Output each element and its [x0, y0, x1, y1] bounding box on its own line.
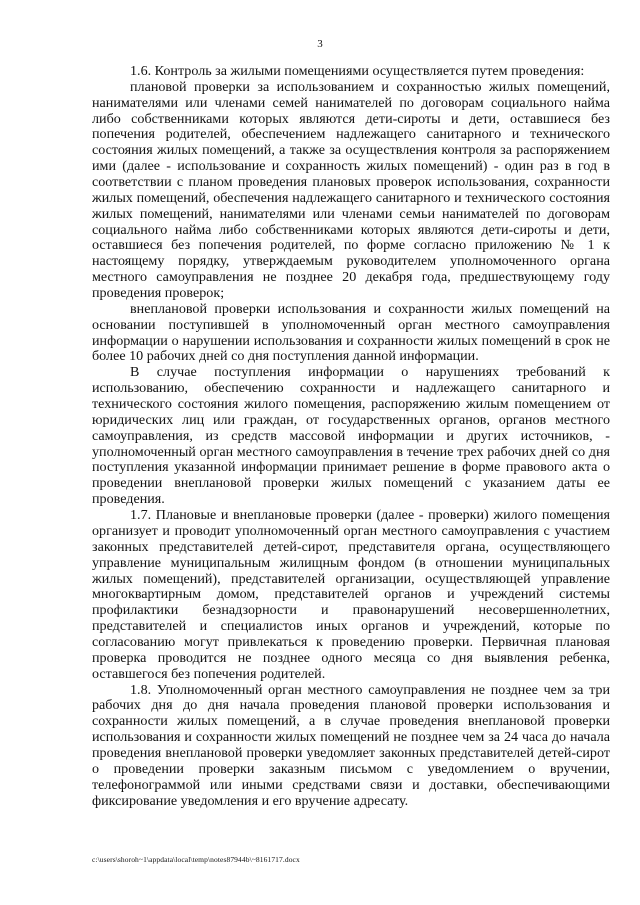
document-body: [92, 64, 610, 809]
page-number: 3: [317, 38, 323, 50]
footer-file-path: c:\users\shoroh~1\appdata\local\temp\notes87944b\~8161717.docx: [92, 855, 300, 864]
paragraph-unplanned-inspection: внеплановой проверки использования и сохранности жилых помещений на основании поступившей в уполномоченный орган местного самоуправления информации о нарушении использования и сохранности жилых помещений в срок не более 10 рабочих дней со дня поступления данной информации.: [92, 300, 610, 365]
paragraph-violation-info: В случае поступления информации о нарушениях требований к использованию, обеспечению сохранности и надлежащего санитарного и технического состояния жилого помещения, распоряжению жилым помещением от юридических лиц или граждан, от государственных органов, органов местного самоуправления, из средств массовой информации и других источников, - уполномоченный орган местного самоуправления в течение трех рабочих дней со дня поступления указанной информации принимает решение в форме правового акта о проведении внеплановой проверки жилых помещений с указанием даты ее проведения.: [92, 364, 610, 508]
paragraph-1-6: 1.6. Контроль за жилыми помещениями осуществляется путем проведения:: [130, 63, 585, 79]
paragraph-1-8: 1.8. Уполномоченный орган местного самоуправления не позднее чем за три рабочих дня до дня начала проведения плановой проверки использования и сохранности жилых помещений, а в случае проведения внеплановой проверки использования и сохранности жилых помещений не позднее чем за 24 часа до начала проведения внеплановой проверки уведомляет законных представителей детей-сирот о проведении проверки заказным письмом с уведомлением о вручении, телефонограммой или иными средствами связи и доставки, обеспечивающими фиксирование уведомления и его вручение адресату.: [92, 681, 610, 809]
paragraph-1-7: 1.7. Плановые и внеплановые проверки (далее - проверки) жилого помещения организует и проводит уполномоченный орган местного самоуправления с участием законных представителей детей-сирот, представителя органа, осуществляющего управление муниципальным жилищным фондом (в отношении муниципальных жилых помещений), представителей организации, осуществляющей управление многоквартирным домом, представителей органов и учреждений системы профилактики безнадзорности и правонарушений несовершеннолетних, представителей и специалистов иных органов и учреждений, которые по согласованию могут привлекаться к проведению проверки. Первичная плановая проверка проводится не позднее одного месяца со дня выявления ребенка, оставшегося без попечения родителей.: [92, 507, 610, 682]
paragraph-planned-inspection: плановой проверки за использованием и сохранностью жилых помещений, нанимателями или членами семей нанимателей по договорам социального найма либо собственниками которых являются дети-сироты и дети, оставшиеся без попечения родителей, обеспечением надлежащего санитарного и технического состояния жилых помещений, а также за осуществления контроля за распоряжением ими (далее - использование и сохранность жилых помещений) - один раз в год в соответствии с планом проведения плановых проверок использования, сохранности жилых помещений, обеспечения надлежащего санитарного и технического состояния жилых помещений, нанимателями или членами семьи нанимателей по договорам социального найма либо собственниками которых являются дети-сироты и дети, оставшиеся без попечения родителей, по форме согласно приложению № 1 к настоящему порядку, утверждаемым руководителем уполномоченного органа местного самоуправления не позднее 20 декабря года, предшествующему году проведения проверок;: [92, 78, 610, 302]
